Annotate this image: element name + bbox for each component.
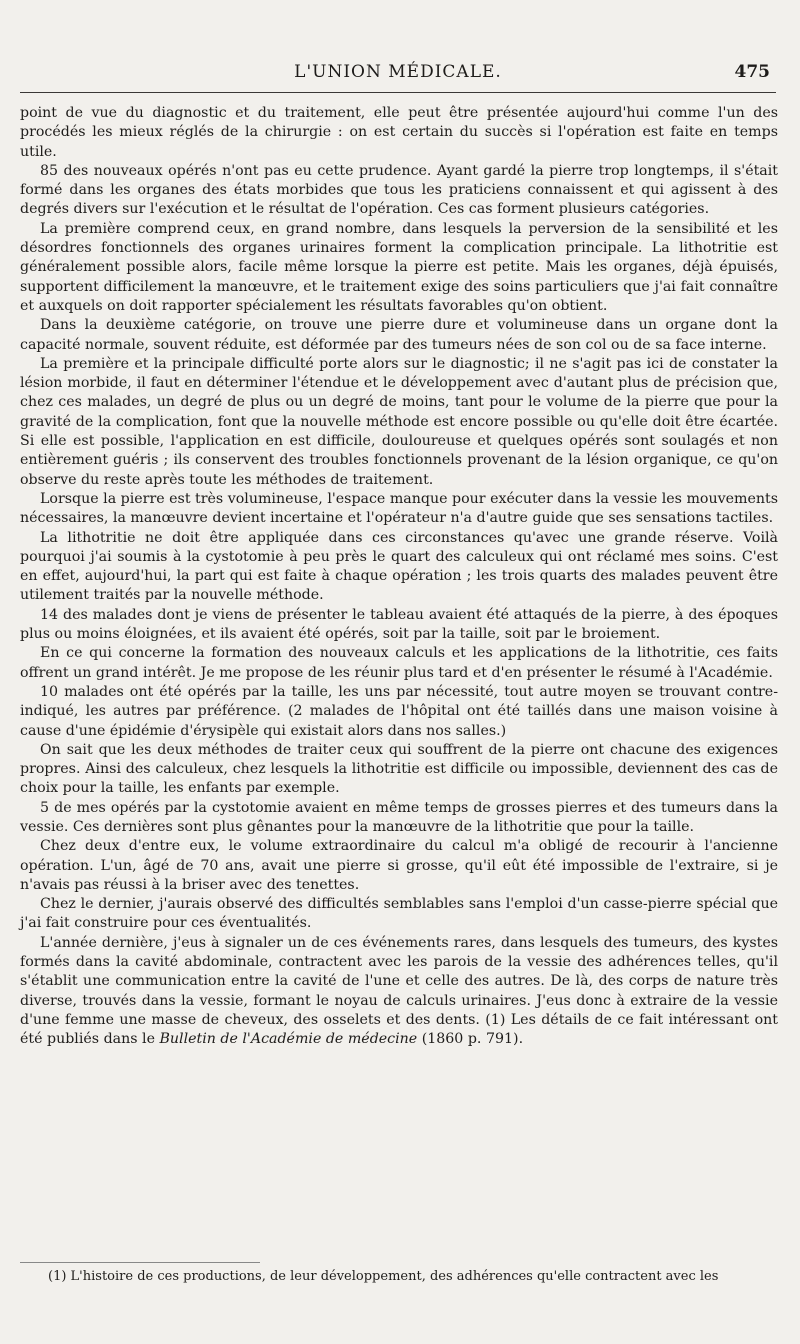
paragraph: Dans la deuxième catégorie, on trouve une pierre dure et volumineuse dans un organe dont la capacité normale, souvent réduite, est déformée par des tumeurs nées de son col ou de sa face interne. (20, 317, 778, 353)
paragraph: 10 malades ont été opérés par la taille, les uns par nécessité, tout autre moyen se trouvant contre-indiqué, les autres par préférence. (2 malades de l'hôpital ont été taillés dans une maison voisine à cause d'une épidémie d'érysipèle qui existait alors dans nos salles.) (20, 683, 778, 739)
page-header (20, 58, 776, 88)
citation-reference: (1860 p. 791). (417, 1031, 524, 1048)
paragraph-last (20, 934, 778, 1050)
paragraph: Lorsque la pierre est très volumineuse, l'espace manque pour exécuter dans la vessie les mouvements nécessaires, la manœuvre devient incertaine et l'opérateur n'a d'autre guide que ses sensations tactiles. (20, 490, 778, 527)
paragraph: 85 des nouveaux opérés n'ont pas eu cette prudence. Ayant gardé la pierre trop longtemps, il s'était formé dans les organes des états morbides que tous les praticiens connaissent et qui agissent à des degrés divers sur l'exécution et le résultat de l'opération. Ces cas forment plusieurs catégories. (20, 162, 778, 218)
header-rule (20, 92, 776, 93)
footnote-rule (20, 1262, 260, 1263)
paragraph: point de vue du diagnostic et du traitement, elle peut être présentée aujourd'hui comme l'un des procédés les mieux réglés de la chirurgie : on est certain du succès si l'opération est faite en temps utile. (20, 105, 778, 160)
paragraph: Chez deux d'entre eux, le volume extraordinaire du calcul m'a obligé de recourir à l'ancienne opération. L'un, âgé de 70 ans, avait une pierre si grosse, qu'il eût été impossible de l'extraire, si je n'avais pas réussi à la briser avec des tenettes. (20, 838, 778, 893)
page-number: 475 (734, 62, 770, 82)
paragraph: On sait que les deux méthodes de traiter ceux qui souffrent de la pierre ont chacune des exigences propres. Ainsi des calculeux, chez lesquels la lithotritie est difficile ou impossible, deviennent des cas de choix pour la taille, les enfants par exemple. (20, 741, 778, 797)
paragraph: Chez le dernier, j'aurais observé des difficultés semblables sans l'emploi d'un casse-pierre spécial que j'ai fait construire pour ces éventualités. (20, 896, 778, 932)
paragraph: 5 de mes opérés par la cystotomie avaient en même temps de grosses pierres et des tumeurs dans la vessie. Ces dernières sont plus gênantes pour la manœuvre de la lithotritie que pour la taille. (20, 799, 778, 835)
running-title: L'UNION MÉDICALE. (294, 62, 502, 82)
paragraph: La lithotritie ne doit être appliquée dans ces circonstances qu'avec une grande réserve. Voilà pourquoi j'ai soumis à la cystotomie à peu près le quart des calculeux qui ont réclamé mes soins. C'est en effet, aujourd'hui, la part qui est faite à chaque opération ; les trois quarts des malades peuvent être utilement traités par la nouvelle méthode. (20, 529, 778, 604)
paragraph: En ce qui concerne la formation des nouveaux calculs et les applications de la lithotritie, ces faits offrent un grand intérêt. Je me propose de les réunir plus tard et d'en présenter le résumé à l'Académie. (20, 645, 778, 681)
paragraph: La première et la principale difficulté porte alors sur le diagnostic; il ne s'agit pas ici de constater la lésion morbide, il faut en déterminer l'étendue et le développement avec d'autant plus de précision que, chez ces malades, un degré de plus ou un degré de moins, tant pour le volume de la pierre que pour la gravité de la complication, font que la nouvelle méthode est encore possible ou qu'elle doit être écartée. Si elle est possible, l'application en est difficile, douloureuse et quelques opérés sont soulagés et non entièrement guéris ; ils conservent des troubles fonctionnels provenant de la lésion organique, ce qu'on observe du reste après toute les méthodes de traitement. (20, 355, 778, 488)
paragraph: La première comprend ceux, en grand nombre, dans lesquels la perversion de la sensibilité et les désordres fonctionnels des organes urinaires forment la complication principale. La lithotritie est généralement possible alors, facile même lorsque la pierre est petite. Mais les organes, déjà épuisés, supportent difficilement la manœuvre, et le traitement exige des soins particuliers que j'ai fait connaître et auxquels on doit rapporter spécialement les résultats favorables qu'on obtient. (20, 220, 778, 314)
citation-title: Bulletin de l'Académie de médecine (159, 1031, 418, 1048)
footnote: (1) L'histoire de ces productions, de leur développement, des adhérences qu'elle contractent avec les (48, 1269, 719, 1284)
paragraph-text: L'année dernière, j'eus à signaler un de ces événements rares, dans lesquels des tumeurs, des kystes formés dans la cavité abdominale, contractent avec les parois de la vessie des adhérences telles, qu'il s'établit une communication entre la cavité de l'une et celle des autres. De là, des corps de nature très diverse, trouvés dans la vessie, formant le noyau de calculs urinaires. J'eus donc à extraire de la vessie d'une femme une masse de cheveux, des osselets et des dents. (1) Les détails de ce fait intéressant ont été publiés dans le (20, 934, 778, 1048)
paragraph: 14 des malades dont je viens de présenter le tableau avaient été attaqués de la pierre, à des époques plus ou moins éloignées, et ils avaient été opérés, soit par la taille, soit par le broiement. (20, 606, 778, 643)
body-text (20, 104, 778, 1050)
